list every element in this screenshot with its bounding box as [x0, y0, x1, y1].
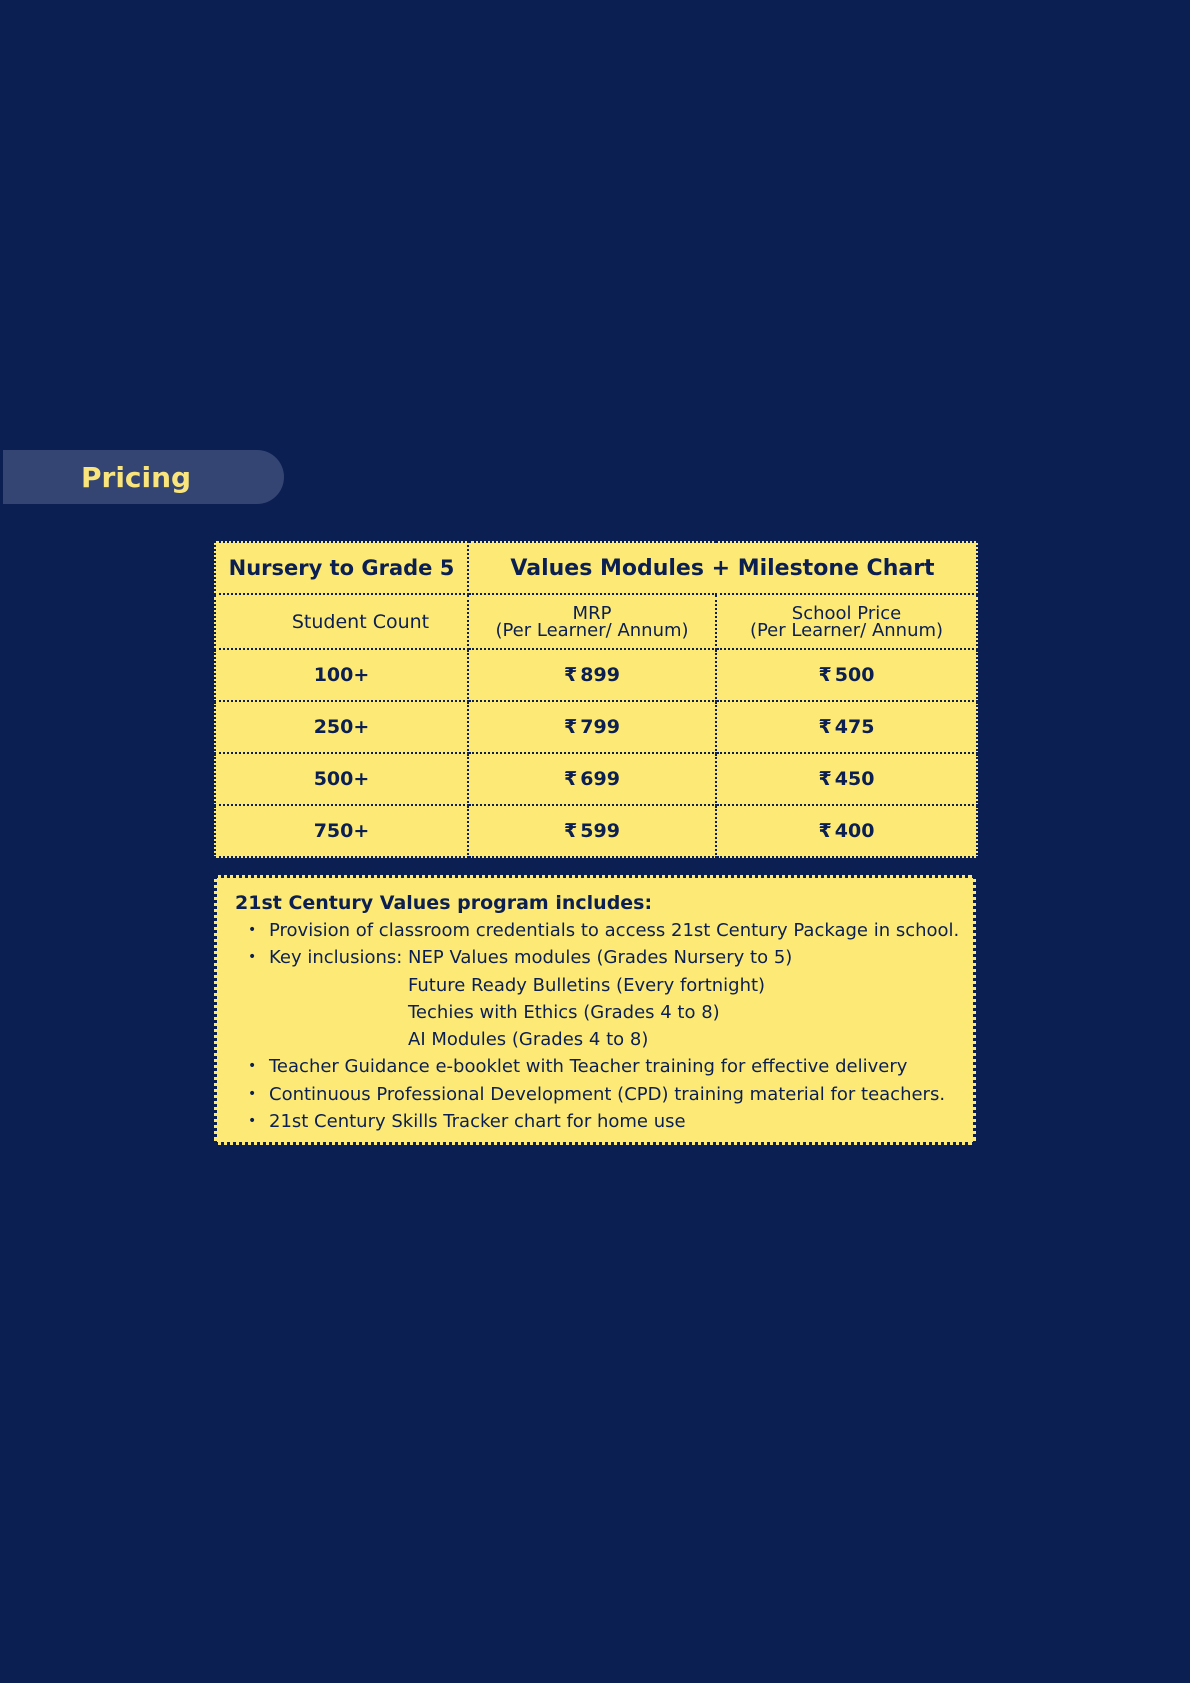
package-header: Values Modules + Milestone Chart: [468, 542, 977, 594]
mrp-cell: [468, 649, 716, 701]
mrp-cell: [468, 805, 716, 857]
list-item-text: Key inclusions: NEP Values modules (Grades Nursery to 5): [269, 947, 793, 969]
rupee-icon: ₹: [564, 768, 578, 790]
student-count-header: [215, 594, 468, 649]
list-item-text: 21st Century Skills Tracker chart for home use: [269, 1111, 686, 1133]
list-item: [235, 1081, 957, 1108]
student-count-cell: 100+: [215, 649, 468, 701]
list-item: [235, 1053, 957, 1080]
mrp-header: [468, 594, 716, 649]
mrp-unit-label: (Per Learner/ Annum): [495, 619, 689, 641]
sub-list-item: AI Modules (Grades 4 to 8): [408, 1029, 649, 1051]
grade-range-header: Nursery to Grade 5: [215, 542, 468, 594]
table-row: [215, 753, 977, 805]
table-row: [215, 805, 977, 857]
includes-title: 21st Century Values program includes:: [235, 892, 653, 914]
school-price-unit-label: (Per Learner/ Annum): [749, 619, 944, 641]
pricing-heading: Pricing: [81, 460, 192, 494]
includes-list: [235, 917, 960, 1135]
list-item: [235, 1108, 957, 1135]
rupee-icon: ₹: [818, 820, 832, 842]
bullet-icon: •: [248, 1085, 257, 1102]
school-price-cell: [716, 805, 977, 857]
school-price-value: 400: [834, 820, 875, 842]
student-count-cell: 500+: [215, 753, 468, 805]
rupee-icon: ₹: [818, 716, 832, 738]
sub-list-item: Future Ready Bulletins (Every fortnight): [408, 974, 766, 996]
mrp-label: MRP: [572, 602, 612, 624]
school-price-label: School Price: [791, 602, 902, 624]
mrp-value: 599: [580, 820, 620, 842]
sub-list-item: Techies with Ethics (Grades 4 to 8): [408, 1001, 720, 1023]
mrp-cell: [468, 753, 716, 805]
rupee-icon: ₹: [818, 768, 832, 790]
mrp-value: 799: [580, 716, 620, 738]
bullet-icon: •: [248, 1058, 257, 1075]
school-price-cell: [716, 753, 977, 805]
mrp-value: 699: [580, 768, 620, 790]
bullet-icon: •: [248, 1113, 257, 1130]
student-count-cell: 750+: [215, 805, 468, 857]
list-item: [235, 917, 960, 944]
student-count-cell: 250+: [215, 701, 468, 753]
list-item-text: Continuous Professional Development (CPD) training material for teachers.: [269, 1083, 946, 1105]
table-row: [215, 649, 977, 701]
school-price-header: [716, 594, 977, 649]
school-price-value: 500: [834, 664, 875, 686]
rupee-icon: ₹: [564, 664, 578, 686]
mrp-cell: [468, 701, 716, 753]
pricing-table: [214, 541, 978, 858]
table-row: [215, 701, 977, 753]
pricing-section-tab: [3, 450, 284, 504]
rupee-icon: ₹: [818, 664, 832, 686]
school-price-cell: [716, 701, 977, 753]
mrp-value: 899: [580, 664, 620, 686]
table-header-row: [215, 542, 977, 594]
school-price-value: 450: [834, 768, 875, 790]
rupee-icon: ₹: [564, 820, 578, 842]
rupee-icon: ₹: [564, 716, 578, 738]
list-item-text: Teacher Guidance e-booklet with Teacher training for effective delivery: [269, 1056, 908, 1078]
school-price-cell: [716, 649, 977, 701]
bullet-icon: •: [248, 922, 257, 938]
student-count-label: Student Count: [291, 610, 430, 633]
bullet-icon: •: [248, 949, 257, 966]
school-price-value: 475: [834, 716, 875, 738]
key-inclusions-sublist: [269, 972, 957, 1054]
column-header-row: [215, 594, 977, 649]
program-includes-box: [214, 875, 976, 1145]
list-item: [235, 944, 957, 1053]
list-item-text: Provision of classroom credentials to access 21st Century Package in school.: [269, 920, 960, 941]
